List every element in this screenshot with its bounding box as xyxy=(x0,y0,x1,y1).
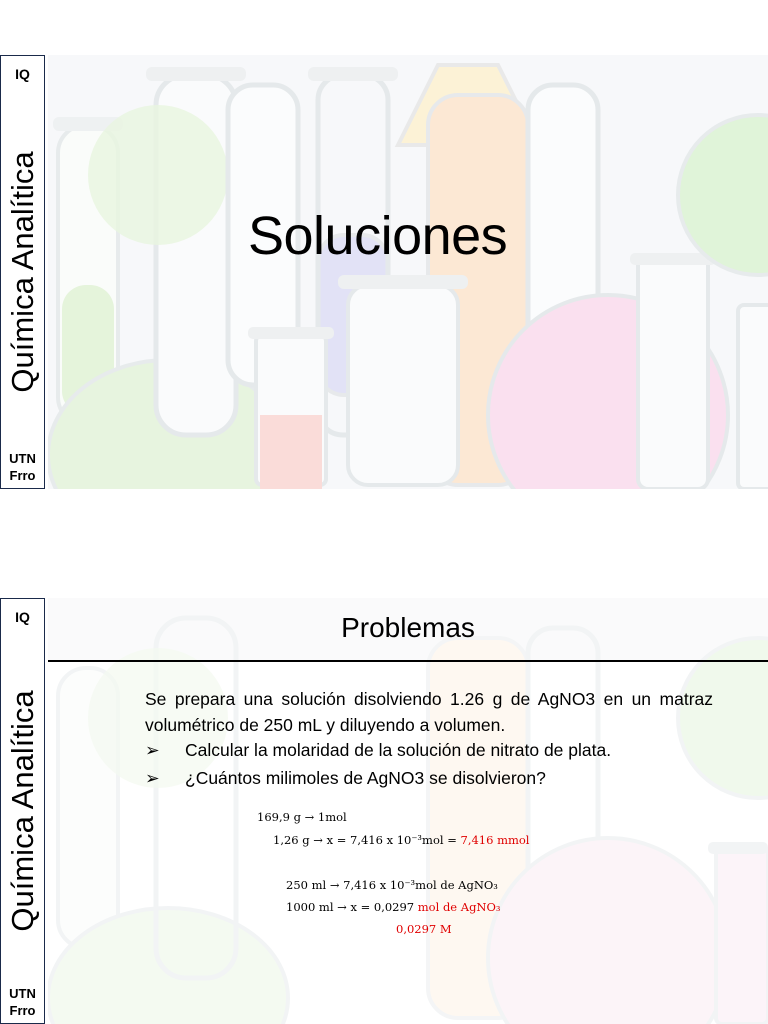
calc-molarity-result: 0,0297 M xyxy=(396,922,452,936)
slide-problems xyxy=(0,598,768,1024)
calc-line-4-expr: 1000 ml → x = 0,0297 xyxy=(286,900,415,914)
calc-line-5 xyxy=(396,922,452,936)
utn-label: UTN xyxy=(9,986,36,1001)
calc-line-2 xyxy=(273,833,530,847)
iq-label: IQ xyxy=(15,66,30,82)
heading-divider xyxy=(48,660,768,662)
slide-title xyxy=(0,55,768,489)
iq-label: IQ xyxy=(15,609,30,625)
arrow-bullet-icon: ➢ xyxy=(145,768,160,788)
calc-line-3: 250 ml → 7,416 x 10⁻³mol de AgNO₃ xyxy=(286,878,498,892)
frro-label: Frro xyxy=(9,1003,36,1018)
calc-line-4-unit: mol de AgNO₃ xyxy=(417,900,501,914)
problem-statement: Se prepara una solución disolviendo 1.26 g de AgNO3 en un matraz volumétrico de 250 mL y diluyendo a volumen. xyxy=(145,689,713,735)
institution-label xyxy=(1,450,44,484)
lab-glassware-background xyxy=(48,55,768,489)
utn-label: UTN xyxy=(9,451,36,466)
arrow-bullet-icon: ➢ xyxy=(145,740,160,760)
institution-label xyxy=(1,985,44,1019)
course-title-vertical: Química Analítica xyxy=(4,690,40,932)
calc-line-4 xyxy=(286,900,501,914)
slide-heading: Problemas xyxy=(341,612,475,643)
sidebar xyxy=(0,55,45,489)
calc-line-2-expr: 1,26 g → x = 7,416 x 10⁻³mol = xyxy=(273,833,457,847)
sidebar xyxy=(0,598,45,1024)
course-title-vertical: Química Analítica xyxy=(4,151,40,393)
calc-line-1: 169,9 g → 1mol xyxy=(257,810,347,824)
bullet-text: Calcular la molaridad de la solución de nitrato de plata. xyxy=(185,740,612,760)
slide-main-title: Soluciones xyxy=(248,206,508,266)
bullet-text: ¿Cuántos milimoles de AgNO3 se disolvieron? xyxy=(185,768,546,788)
frro-label: Frro xyxy=(9,468,36,483)
calc-line-2-result: 7,416 mmol xyxy=(460,833,530,847)
